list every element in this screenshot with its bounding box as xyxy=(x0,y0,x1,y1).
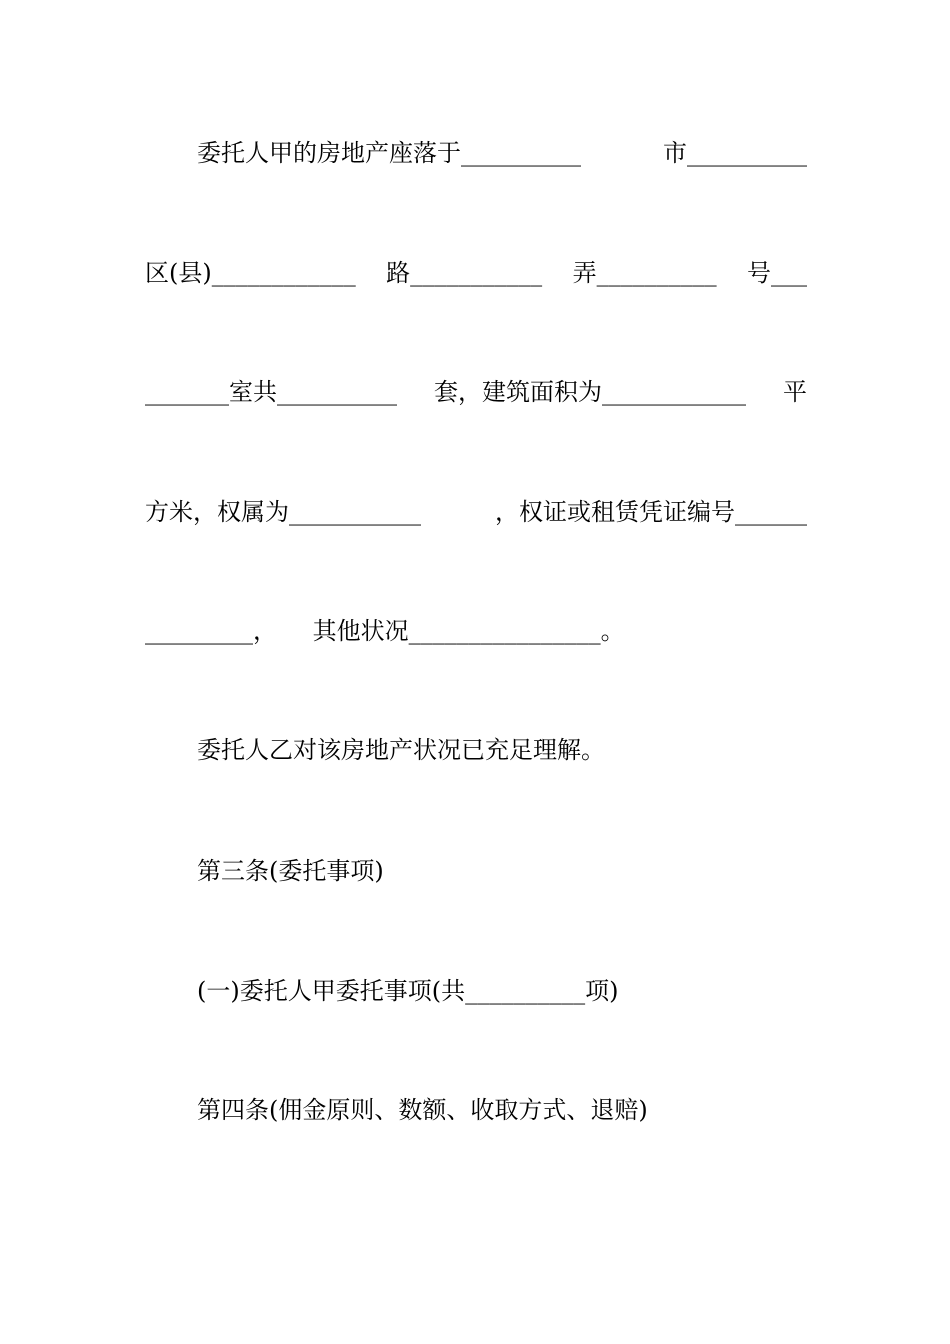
paragraph-line-2 xyxy=(145,257,807,289)
text-segment: 委托人乙对该房地产状况已充足理解。 xyxy=(197,736,605,764)
text-segment: 委托人甲的房地产座落于__________ xyxy=(197,139,581,167)
text-segment: 方米，权属为___________ xyxy=(145,498,421,526)
text-segment: 平 xyxy=(783,378,807,406)
paragraph-line-3 xyxy=(145,376,807,408)
section-heading-article-3 xyxy=(197,855,807,887)
paragraph-line-5 xyxy=(145,615,807,647)
paragraph-line-8 xyxy=(197,975,807,1007)
text-segment: _________， xyxy=(145,617,277,645)
text-segment: 市__________ xyxy=(663,139,807,167)
section-heading-article-4 xyxy=(197,1094,807,1126)
paragraph-line-4 xyxy=(145,496,807,528)
text-segment: ，权证或租赁凭证编号______ xyxy=(495,498,807,526)
text-segment: 套，建筑面积为____________ xyxy=(434,378,746,406)
text-segment: 区(县)____________ xyxy=(145,259,356,287)
text-segment: 第四条(佣金原则、数额、收取方式、退赔) xyxy=(197,1096,648,1124)
text-segment: 号___ xyxy=(747,259,807,287)
text-segment: 路___________ xyxy=(386,259,543,287)
paragraph-line-1 xyxy=(197,137,807,169)
text-segment: (一)委托人甲委托事项(共__________项) xyxy=(197,977,619,1005)
text-segment: 弄__________ xyxy=(572,259,717,287)
text-segment: _______室共__________ xyxy=(145,378,397,406)
paragraph-line-6 xyxy=(197,734,807,766)
text-segment: 其他状况________________。 xyxy=(312,617,625,645)
text-segment: 第三条(委托事项) xyxy=(197,857,384,885)
